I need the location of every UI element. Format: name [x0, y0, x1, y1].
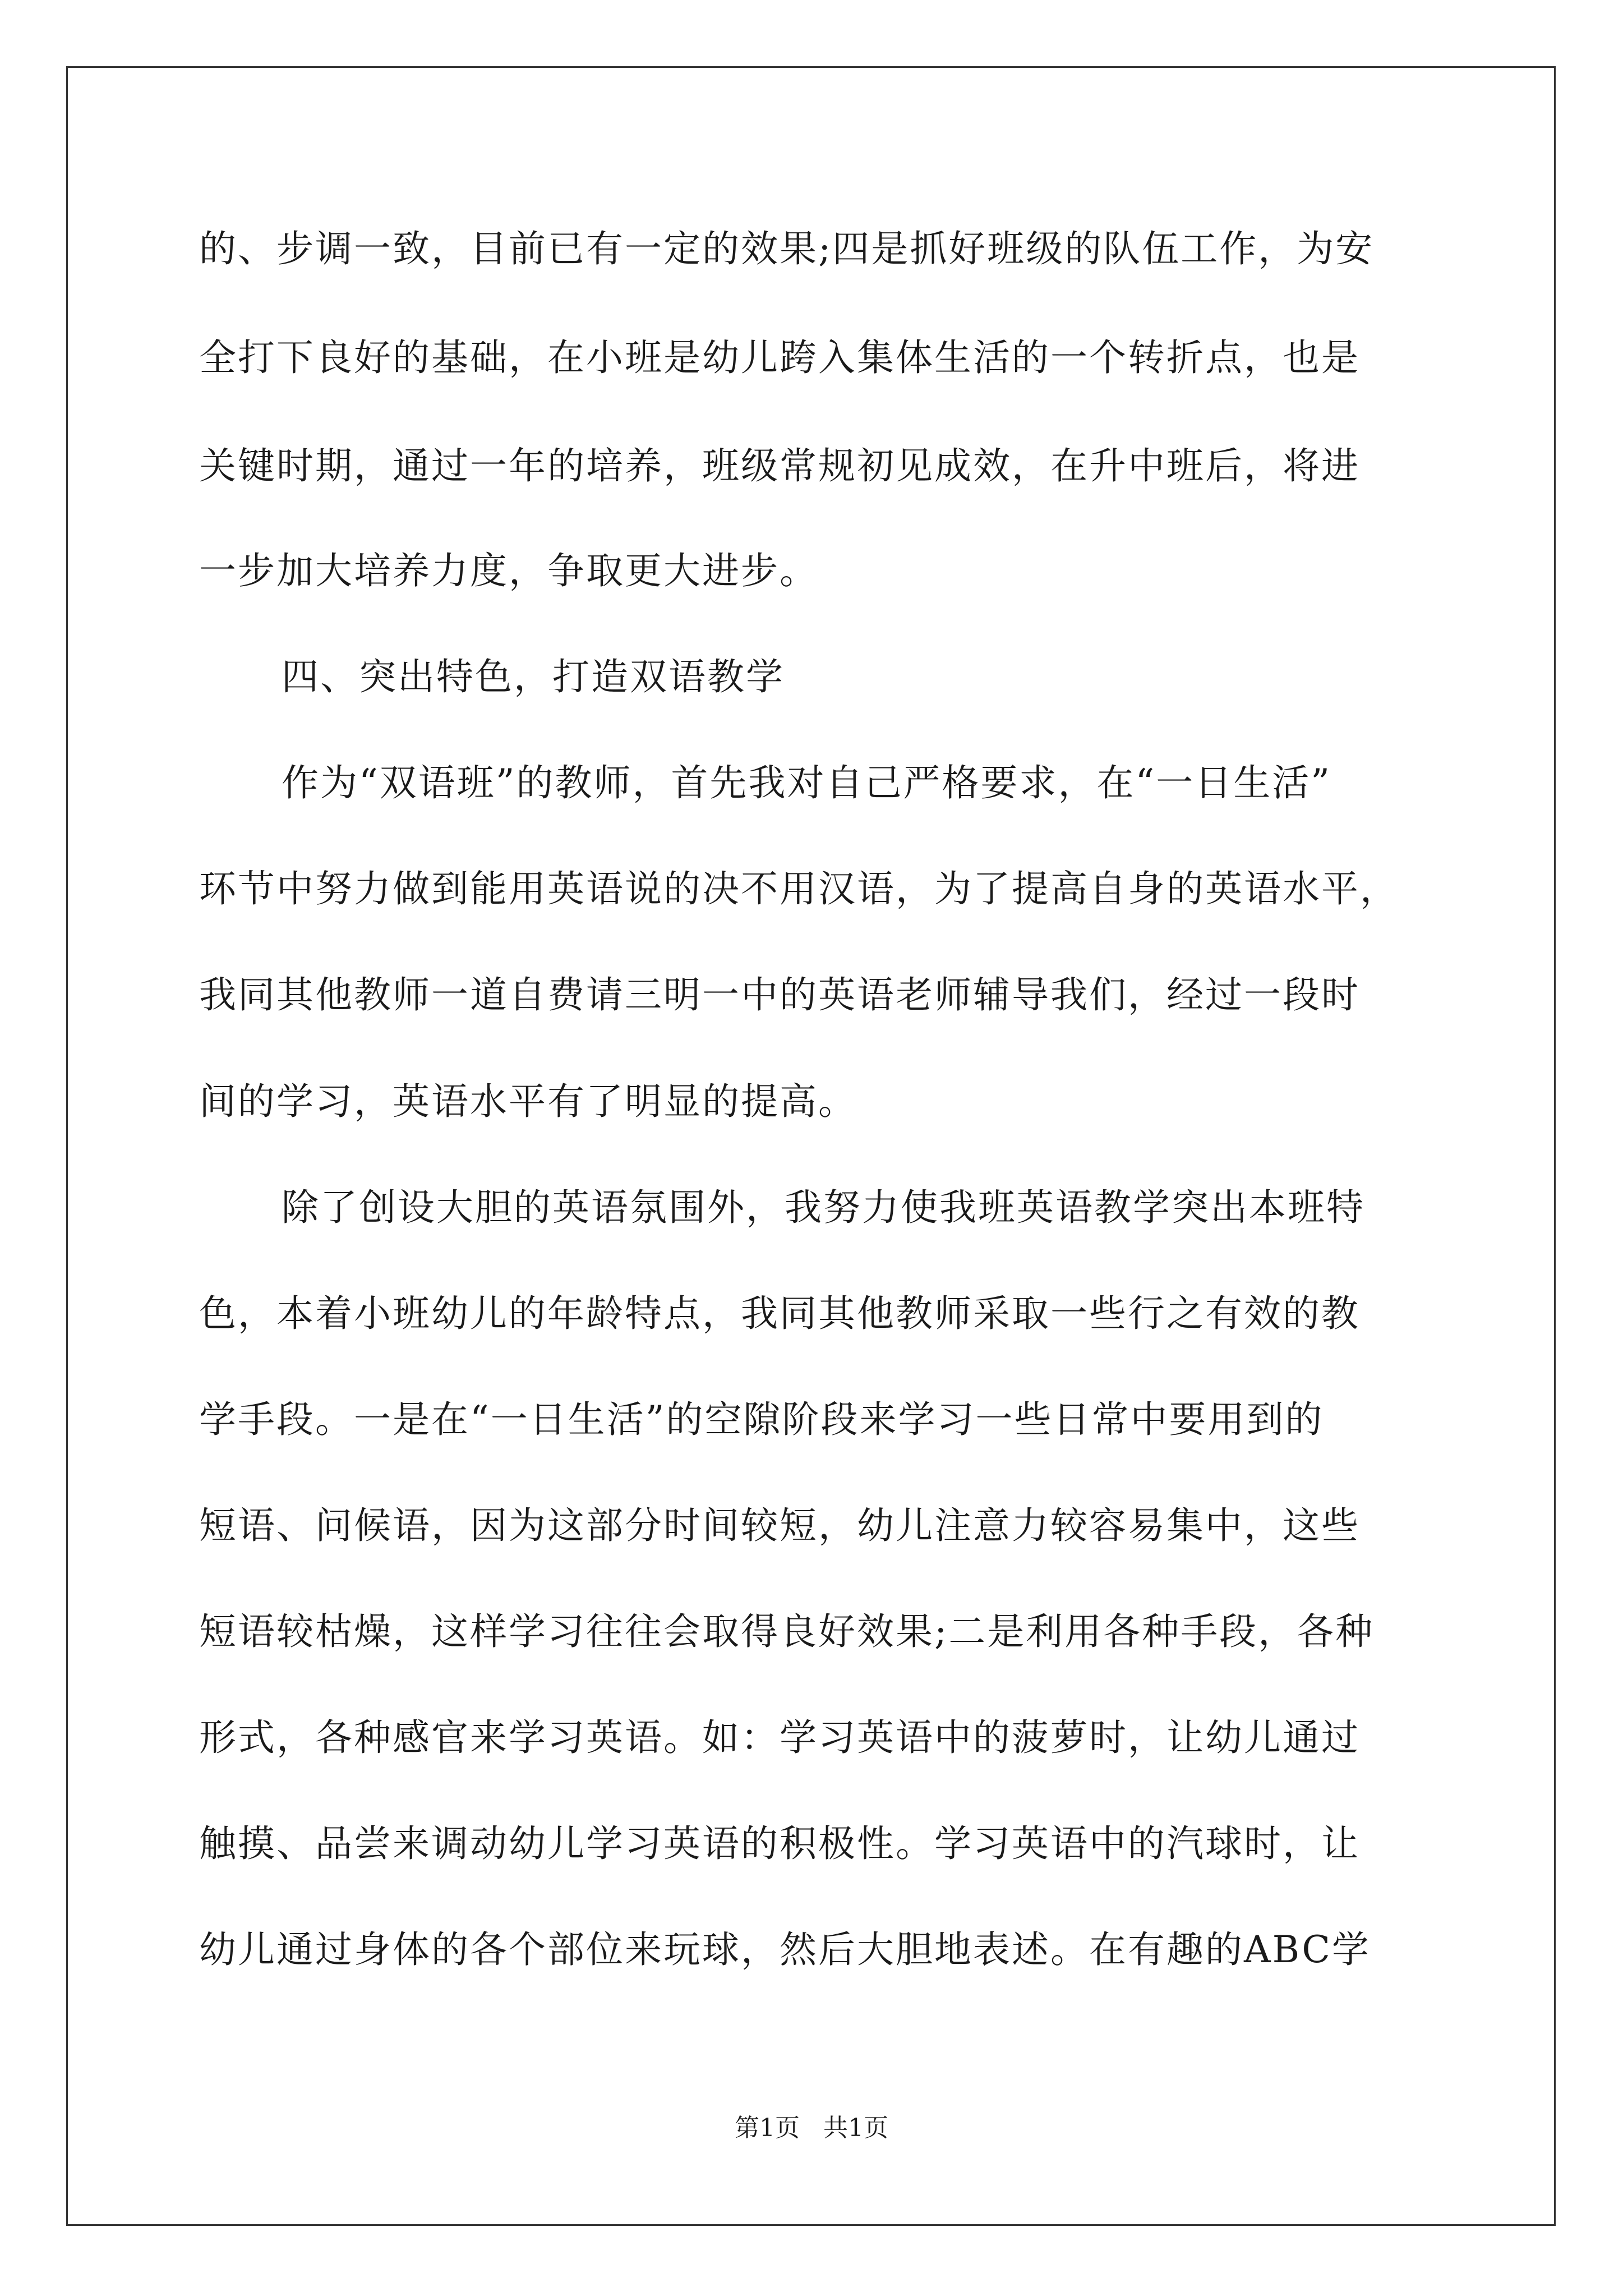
paragraph-start: 除了创设大胆的英语氛围外，我努力使我班英语教学突出本班特: [282, 1186, 1365, 1229]
text-line: 短语较枯燥，这样学习往往会取得良好效果;二是利用各种手段，各种: [199, 1610, 1375, 1653]
page-footer: 第1页 共1页: [735, 2114, 888, 2142]
text-line: 幼儿通过身体的各个部位来玩球，然后大胆地表述。在有趣的ABC学: [199, 1928, 1371, 1971]
page-border: [66, 66, 1556, 2226]
text-line: 一步加大培养力度，争取更大进步。: [199, 549, 818, 592]
text-line: 环节中努力做到能用英语说的决不用汉语，为了提高自身的英语水平，: [199, 867, 1399, 910]
section-heading: 四、突出特色，打造双语教学: [282, 655, 785, 698]
text-line: 关键时期，通过一年的培养，班级常规初见成效，在升中班后，将进: [199, 444, 1360, 487]
text-line: 学手段。一是在“一日生活”的空隙阶段来学习一些日常中要用到的: [199, 1398, 1324, 1441]
text-line: 全打下良好的基础，在小班是幼儿跨入集体生活的一个转折点，也是: [199, 336, 1360, 379]
text-line: 我同其他教师一道自费请三明一中的英语老师辅导我们，经过一段时: [199, 973, 1360, 1016]
text-line: 短语、问候语，因为这部分时间较短，幼儿注意力较容易集中，这些: [199, 1504, 1360, 1547]
text-line: 形式，各种感官来学习英语。如：学习英语中的菠萝时，让幼儿通过: [199, 1716, 1360, 1759]
text-line: 色，本着小班幼儿的年龄特点，我同其他教师采取一些行之有效的教: [199, 1292, 1360, 1335]
text-line: 触摸、品尝来调动幼儿学习英语的积极性。学习英语中的汽球时，让: [199, 1822, 1360, 1865]
text-line: 间的学习，英语水平有了明显的提高。: [199, 1080, 857, 1123]
text-line: 的、步调一致，目前已有一定的效果;四是抓好班级的队伍工作，为安: [199, 227, 1375, 270]
paragraph-start: 作为“双语班”的教师，首先我对自己严格要求，在“一日生活”: [282, 761, 1331, 804]
